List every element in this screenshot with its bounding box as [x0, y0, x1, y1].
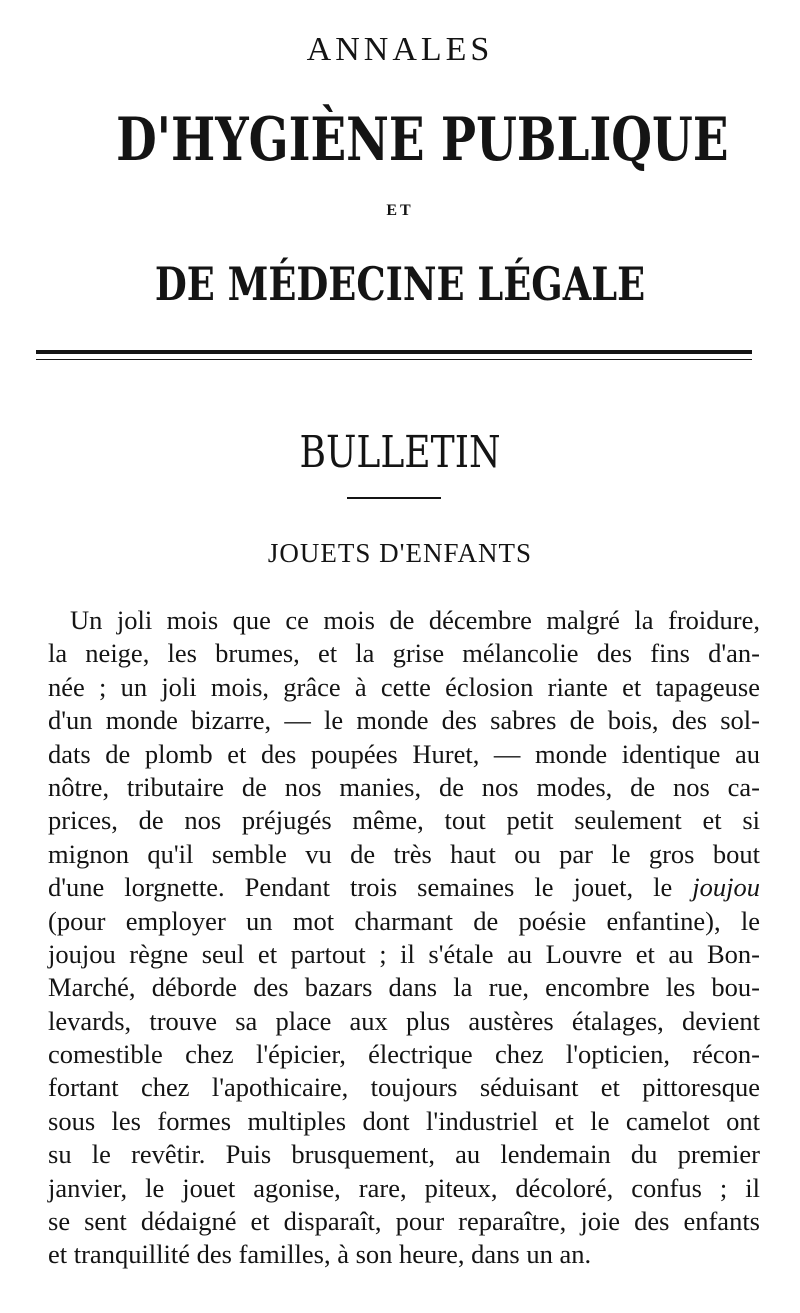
journal-title-main: D'HYGIÈNE PUBLIQUE	[116, 105, 729, 175]
body-line-last: et tranquillité des familles, à son heure, dans un an.	[48, 1239, 592, 1270]
body-line: née ; un joli mois, grâce à cette éclosion riante et tapageuse	[48, 671, 760, 702]
body-line: sous les formes multiples dont l'industriel et le camelot ont	[48, 1105, 760, 1136]
body-line: fortant chez l'apothicaire, toujours séduisant et pittoresque	[48, 1072, 760, 1103]
italic-word: joujou	[692, 872, 761, 903]
journal-title-top: ANNALES	[306, 31, 494, 68]
section-heading: BULLETIN	[299, 427, 501, 478]
body-line: comestible chez l'épicier, électrique chez l'opticien, récon-	[48, 1039, 760, 1070]
body-line: nôtre, tributaire de nos manies, de nos modes, de nos ca-	[48, 771, 760, 802]
body-line: se sent dédaigné et disparaît, pour reparaître, joie des enfants	[48, 1206, 760, 1237]
body-line: su le revêtir. Puis brusquement, au lendemain du premier	[48, 1139, 760, 1170]
body-line: Un joli mois que ce mois de décembre malgré la froidure,	[70, 605, 760, 635]
body-line: (pour employer un mot charmant de poésie enfantine), le	[48, 905, 760, 936]
body-line: dats de plomb et des poupées Huret, — monde identique au	[48, 738, 760, 769]
body-line: la neige, les brumes, et la grise mélancolie des fins d'an-	[48, 638, 760, 669]
body-line: janvier, le jouet agonise, rare, piteux, décoloré, confus ; il	[48, 1172, 760, 1203]
body-line: mignon qu'il semble vu de très haut ou par le gros bout	[48, 838, 760, 869]
article-body	[48, 604, 760, 1272]
article-title: JOUETS D'ENFANTS	[267, 538, 533, 568]
body-line-with-italic	[48, 871, 760, 904]
header-rule-thin	[36, 359, 752, 360]
journal-title-conjunction: ET	[386, 202, 414, 219]
body-line: d'un monde bizarre, — le monde des sabres de bois, des sol-	[48, 705, 760, 736]
section-divider	[347, 497, 441, 499]
body-line: Marché, déborde des bazars dans la rue, encombre les bou-	[48, 972, 760, 1003]
header-rule-thick	[36, 350, 752, 354]
body-line: prices, de nos préjugés même, tout petit seulement et si	[48, 805, 760, 836]
journal-title-sub: DE MÉDECINE LÉGALE	[154, 257, 646, 311]
body-line: joujou règne seul et partout ; il s'étale au Louvre et au Bon-	[48, 938, 760, 969]
body-line: levards, trouve sa place aux plus austères étalages, devient	[48, 1005, 760, 1036]
body-line-text: d'une lorgnette. Pendant trois semaines le jouet, le	[48, 872, 673, 903]
